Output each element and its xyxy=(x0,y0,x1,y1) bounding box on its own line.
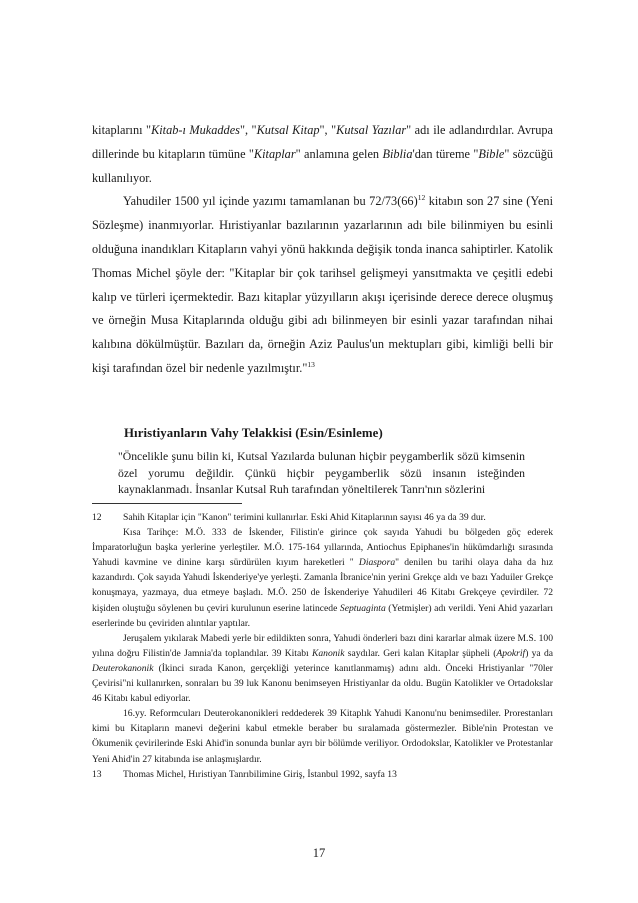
text-run: ", " xyxy=(239,123,257,137)
footnotes xyxy=(92,510,553,782)
italic-term: Biblia xyxy=(382,146,413,161)
footnote-ref-12[interactable]: 12 xyxy=(417,193,426,203)
footnote-marker: 12 xyxy=(92,512,102,523)
italic-term: Kitab-ı Mukaddes xyxy=(151,123,240,137)
text-run: 'dan türeme " xyxy=(412,146,479,161)
text-run: (Yetmişler) adı verildi. Yeni Ahid yazarları eserlerinde bu çeviriden alıntılar yaptılar. xyxy=(92,602,553,629)
italic-term: Diaspora xyxy=(358,557,396,569)
body-paragraph-2 xyxy=(92,190,553,380)
text-run: " denilen bu tarihi olaya daha da hız kazandırdı. Çok sayıda Yahudi İskenderiye'ye yerleşti. Zamanla İbranice'nin yerini Grekçe aldı ve bazı Yaduiler Grekçe konuşmaya, yazmaya, dua etmeye başladı. M.Ö. 250 de İskenderiye Yahudileri 46 Kitabı Grekçeye çevirdiler. 72 kişiden oluştuğu söylenen bu çeviri kurulunun eserine latincede xyxy=(92,557,553,614)
block-quote: "Öncelikle şunu bilin ki, Kutsal Yazılarda bulunan hiçbir peygamberlik sözü kimsenin özel yorumu değildir. Çünkü hiçbir peygamberlik sözü insanın isteğinden kaynaklanmadı. İnsanlar Kutsal Ruh tarafından yöneltilerek Tanrı'nın sözlerini xyxy=(118,450,525,496)
footnote-paragraph xyxy=(92,525,553,631)
italic-term: Kutsal Kitap xyxy=(256,123,320,137)
footnote-paragraph xyxy=(92,631,553,706)
footnote-paragraph: 16.yy. Reformcuları Deuterokanonikleri reddederek 39 Kitaplık Yahudi Kanonu'nu benimsediler. Prorestanları kimi bu Kitapların manevi değerini kabul etmekle beraber bu sıralamada göstermezler. Bible'nin Protestan ve Ökumenik çevirilerinde Eski Ahid'in sonunda bunlar ayrı bir bölümde veriliyor. Ordodokslar, Katolikler ve Protestanlar Yeni Ahid'in 27 kitabında ise anlaşmışlardır. xyxy=(92,708,553,765)
italic-term: Kanonik xyxy=(311,647,345,659)
footnote-text: Sahih Kitaplar için "Kanon" terimini kullanırlar. Eski Ahid Kitaplarının sayısı 46 ya da 39 dur. xyxy=(123,512,486,523)
footnote-separator xyxy=(92,503,242,504)
text-run: " adı ile adlandırdılar. Avrupa dillerinde bu kitapların tümüne " xyxy=(92,123,553,161)
italic-term: Bible xyxy=(478,146,505,161)
text-run: ) ya da xyxy=(525,647,553,659)
footnote-12 xyxy=(92,510,553,525)
text-run: saydılar. Geri kalan Kitaplar şüpheli ( xyxy=(344,647,497,659)
footnote-text: Thomas Michel, Hıristiyan Tanrıbilimine Giriş, İstanbul 1992, sayfa 13 xyxy=(123,768,397,780)
text-run: Kısa Tarihçe: M.Ö. 333 de İskender, Filistin'e girince çok sayıda Yahudi bu bölgeden göç ederek İmparatorluğun başka yerlerine yerleştiler. M.Ö. 175-164 yıllarında, Antiochus Epiphanes'in hükümdarlığı sırasında Yahudi kavmine ve dinine karşı sürdürülen kıyım hareketleri " xyxy=(92,527,553,569)
page-number: 17 xyxy=(312,846,326,860)
text-run: " sözcüğü kullanılıyor. xyxy=(92,146,554,185)
text-run: ", " xyxy=(319,123,337,137)
text-run: (İkinci sırada Kanon, gerçekliği yeterince kanıtlanmamış) adını aldı. Önceki Hristiyanlar "70ler Çevirisi"ni kullanırken, sonraları bu 39 luk Kanonu benimseyen Hristiyanlar da oldu. Bugün Katolikler ve Ortadokslar 46 Kitabı kabul ediyorlar. xyxy=(92,662,553,705)
footnote-ref-13[interactable]: 13 xyxy=(307,359,315,369)
text-run: Yahudiler 1500 yıl içinde yazımı tamamlanan bu 72/73(66) xyxy=(123,194,418,209)
text-run: kitaplarını " xyxy=(92,123,152,137)
text-run: Jeruşalem yıkılarak Mabedi yerle bir edildikten sonra, Yahudi önderleri bazı dini kararlar almak üzere M.S. 100 yılına doğru Filistin'de Jamnia'da toplandılar. 39 Kitabı xyxy=(92,632,553,659)
italic-term: Kutsal Yazılar xyxy=(336,123,407,137)
footnote-marker: 13 xyxy=(92,768,102,780)
section-heading: Hıristiyanların Vahy Telakkisi (Esin/Esinleme) xyxy=(124,426,383,440)
italic-term: Deuterokanonik xyxy=(92,662,154,674)
text-run: kitabın son 27 sine (Yeni Sözleşme) inanmıyorlar. Hıristiyanlar bazılarının yazarlarının adı bile bilinmiyen bu esinli olduğuna inandıkları Kitapların vahyi yönü hakkında değişik tonda inanca sahiptirler. Katolik Thomas Michel şöyle der: "Kitaplar bir çok tarihsel gelişmeyi yansıtmakta ve çeşitli edebi kalıp ve türleri içermektedir. Bazı kitaplar yüzyılların akışı içerisinde derece derece oluşmuş ve örneğin Musa Kitaplarında olduğu gibi adı bilinmeyen bir esinli yazar tarafından nihai kalıbına dökülmüştür. Bazıları da, örneğin Aziz Paulus'un mektupları gibi, kimliği belli bir kişi tarafından özel bir nedenle yazılmıştır." xyxy=(92,194,553,375)
italic-term: Septuaginta xyxy=(339,602,386,614)
footnote-13 xyxy=(92,767,553,782)
main-body-text xyxy=(92,119,553,381)
italic-term: Kitaplar xyxy=(253,146,296,161)
italic-term: Apokrif xyxy=(496,647,526,659)
body-paragraph-1 xyxy=(92,119,553,190)
text-run: " anlamına gelen xyxy=(295,146,383,161)
